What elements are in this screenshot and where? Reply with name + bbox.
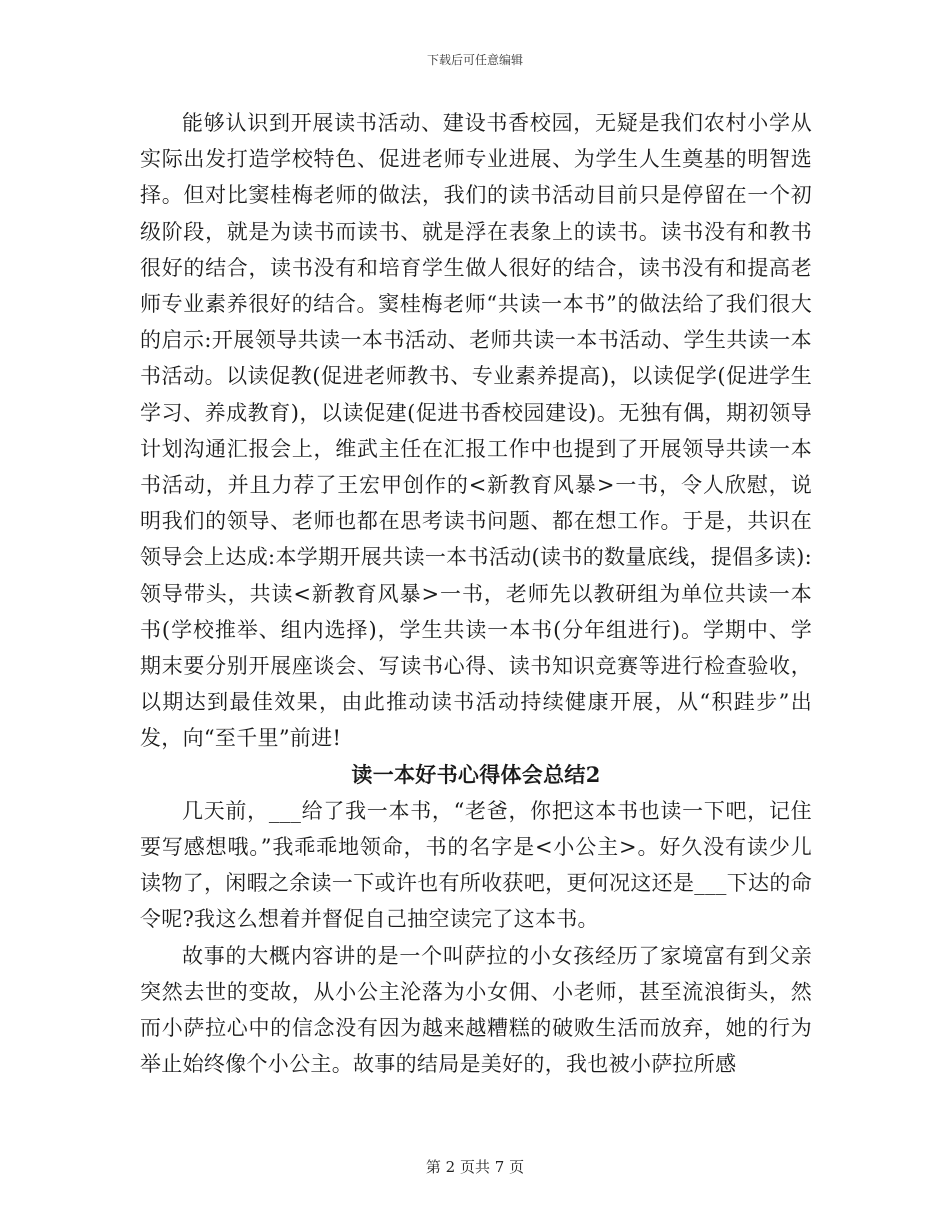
paragraph-reading-activity: 能够认识到开展读书活动、建设书香校园，无疑是我们农村小学从实际出发打造学校特色、促进老师专业进展、为学生人生奠基的明智选择。但对比窦桂梅老师的做法，我们的读书活动目前只是停留在一个初级阶段，就是为读书而读书、就是浮在表象上的读书。读书没有和教书很好的结合，读书没有和培育学生做人很好的结合，读书没有和提高老师专业素养很好的结合。窦桂梅老师“共读一本书”的做法给了我们很大的启示:开展领导共读一本书活动、老师共读一本书活动、学生共读一本书活动。以读促教(促进老师教书、专业素养提高)，以读促学(促进学生学习、养成教育)，以读促建(促进书香校园建设)。无独有偶，期初领导计划沟通汇报会上，维武主任在汇报工作中也提到了开展领导共读一本书活动，并且力荐了王宏甲创作的<新教育风暴>一书，令人欣慰，说明我们的领导、老师也都在思考读书问题、都在想工作。于是，共识在领导会上达成:本学期开展共读一本书活动(读书的数量底线，提倡多读):领导带头，共读<新教育风暴>一书，老师先以教研组为单位共读一本书(学校推举、组内选择)，学生共读一本书(分年组进行)。学期中、学期末要分别开展座谈会、写读书心得、读书知识竞赛等进行检查验收，以期达到最佳效果，由此推动读书活动持续健康开展，从“积跬步”出发，向“至千里”前进! [140,111,812,751]
paragraph-intro-book: 几天前，___给了我一本书，“老爸，你把这本书也读一下吧，记住要写感想哦。”我乖乖地领命，书的名字是<小公主>。好久没有读少儿读物了，闲暇之余读一下或许也有所收获吧，更何况这还是___下达的命令呢?我这么想着并督促自己抽空读完了这本书。 [140,798,812,932]
section-heading: 读一本好书心得体会总结2 [351,761,601,787]
paragraph-story-summary: 故事的大概内容讲的是一个叫萨拉的小女孩经历了家境富有到父亲突然去世的变故，从小公主沦落为小女佣、小老师，甚至流浪街头，然而小萨拉心中的信念没有因为越来越糟糕的破败生活而放弃，她的行为举止始终像个小公主。故事的结局是美好的，我也被小萨拉所感 [140,943,812,1077]
page-header-note: 下载后可任意编辑 [426,53,523,67]
page-number-footer: 第 2 页共 7 页 [425,1158,525,1176]
document-body [140,105,812,1082]
